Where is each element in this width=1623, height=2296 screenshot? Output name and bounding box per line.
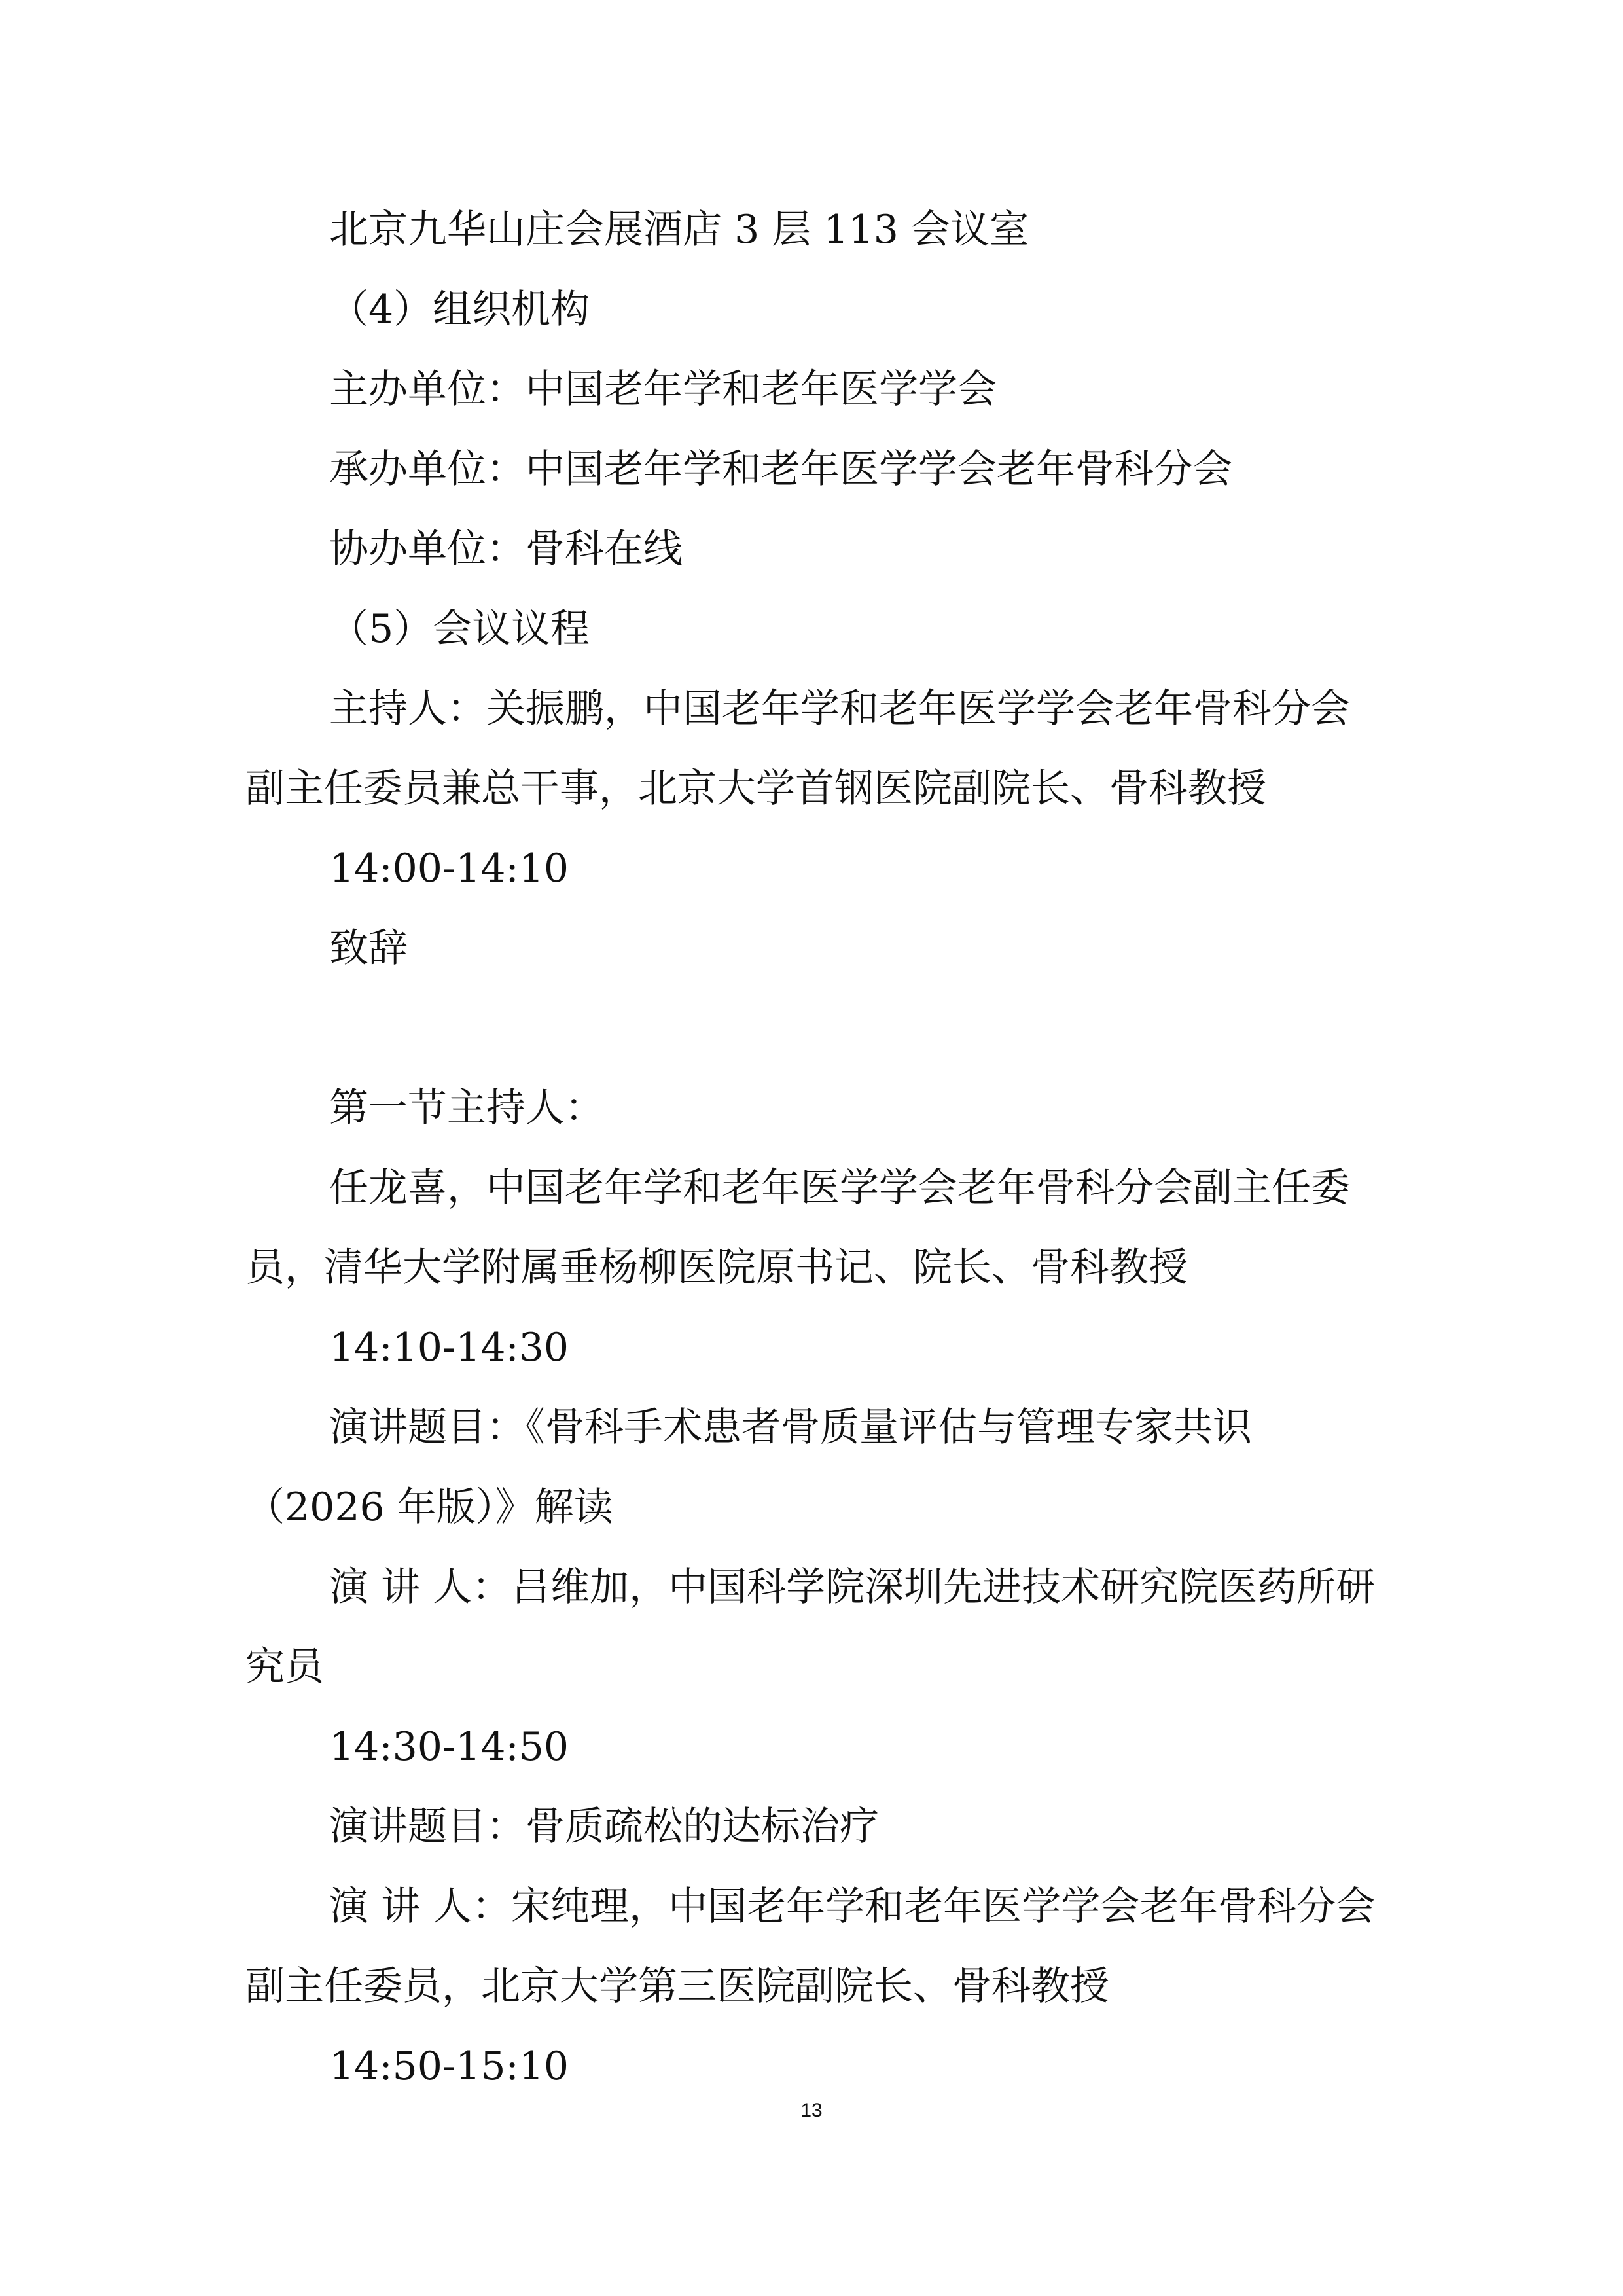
organizer-unit: 承办单位：中国老年学和老年医学学会老年骨科分会 (329, 446, 1232, 492)
talk-topic: 演讲题目：《骨科手术患者骨质量评估与管理专家共识（2026 年版）》解读 (245, 1405, 1252, 1530)
opening-time: 14:00-14:10 (329, 846, 569, 891)
talk-time: 14:10-14:30 (329, 1325, 569, 1371)
co-unit: 协办单位：骨科在线 (329, 526, 683, 572)
opening-title: 致辞 (329, 925, 408, 971)
page-content (245, 190, 1384, 2106)
next-talk-time: 14:50-15:10 (329, 2043, 569, 2089)
talk-topic: 演讲题目：骨质疏松的达标治疗 (329, 1804, 879, 1850)
host-unit: 主办单位：中国老年学和老年医学学会 (329, 367, 997, 412)
org-heading: （4）组织机构 (329, 287, 590, 332)
talk-time: 14:30-14:50 (329, 1724, 569, 1770)
agenda-heading: （5）会议议程 (329, 606, 590, 652)
blank-line (245, 988, 1384, 1068)
talk-speaker: 演 讲 人：吕维加，中国科学院深圳先进技术研究院医药所研究员 (245, 1564, 1376, 1690)
venue-text: 北京九华山庄会展酒店 3 层 113 会议室 (329, 207, 1029, 253)
section1-chair-desc: 任龙喜，中国老年学和老年医学学会老年骨科分会副主任委员，清华大学附属垂杨柳医院原书记、院长、骨科教授 (245, 1165, 1350, 1291)
page-number: 13 (800, 2100, 823, 2121)
section1-chair-heading: 第一节主持人： (329, 1085, 604, 1131)
chair-text: 主持人：关振鹏，中国老年学和老年医学学会老年骨科分会副主任委员兼总干事，北京大学首钢医院副院长、骨科教授 (245, 686, 1350, 812)
talk-speaker: 演 讲 人：宋纯理，中国老年学和老年医学学会老年骨科分会副主任委员，北京大学第三医院副院长、骨科教授 (245, 1884, 1376, 2009)
